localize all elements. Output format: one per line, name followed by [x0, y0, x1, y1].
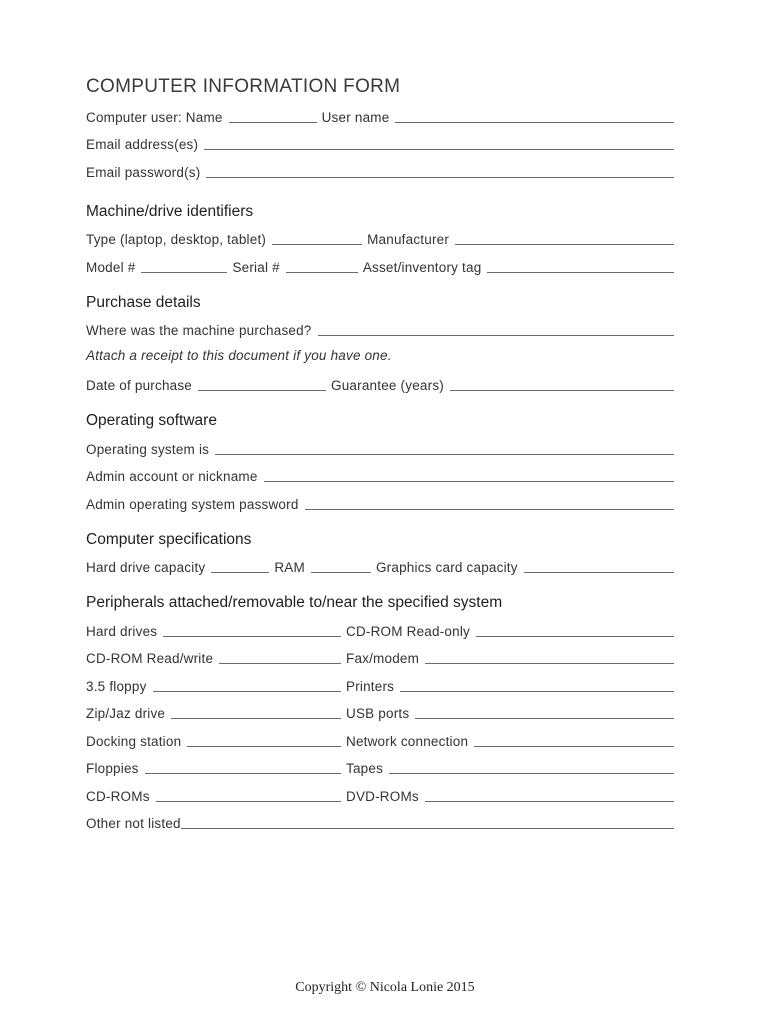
hdd-label: Hard drive capacity [86, 560, 206, 575]
name-label: Computer user: Name [86, 109, 223, 125]
admin-account-label: Admin account or nickname [86, 469, 258, 484]
peripheral-field[interactable] [425, 662, 674, 664]
type-field[interactable] [272, 243, 362, 245]
graphics-label: Graphics card capacity [375, 560, 518, 575]
where-row [86, 314, 674, 342]
type-label: Type (laptop, desktop, tablet) [86, 232, 267, 247]
admin-password-label: Admin operating system password [86, 496, 299, 512]
peripheral-field[interactable] [400, 690, 674, 692]
peripheral-field[interactable] [425, 800, 674, 802]
peripheral-field[interactable] [476, 635, 674, 637]
username-label: User name [321, 109, 390, 125]
email-field[interactable] [204, 148, 674, 150]
peripheral-label: 3.5 floppy [86, 678, 147, 694]
peripheral-field[interactable] [156, 800, 341, 802]
peripheral-row [86, 697, 674, 725]
peripheral-label: Hard drives [86, 623, 158, 639]
peripherals-list [86, 614, 674, 807]
model-label: Model # [86, 259, 136, 275]
peripheral-field[interactable] [163, 635, 341, 637]
where-field[interactable] [318, 334, 674, 336]
peripheral-field[interactable] [171, 717, 341, 719]
software-heading: Operating software [86, 412, 217, 429]
peripheral-label: USB ports [346, 706, 410, 721]
admin-account-field[interactable] [264, 480, 674, 482]
os-row [86, 432, 674, 460]
date-label: Date of purchase [86, 378, 193, 393]
form-title: COMPUTER INFORMATION FORM [86, 76, 401, 97]
peripheral-field[interactable] [474, 745, 674, 747]
copyright-footer: Copyright © Nicola Lonie 2015 [295, 980, 475, 995]
receipt-note: Attach a receipt to this document if you have one. [86, 348, 392, 363]
admin-password-field[interactable] [305, 508, 674, 510]
email-password-row [86, 155, 674, 183]
asset-label: Asset/inventory tag [362, 259, 482, 275]
peripheral-label: CD-ROMs [86, 788, 150, 804]
peripheral-field[interactable] [187, 745, 341, 747]
model-row [86, 250, 674, 278]
admin-account-row [86, 460, 674, 488]
guarantee-label: Guarantee (years) [331, 378, 444, 393]
peripheral-field[interactable] [145, 772, 341, 774]
serial-field[interactable] [286, 271, 358, 273]
email-password-label: Email password(s) [86, 164, 201, 180]
peripherals-heading: Peripherals attached/removable to/near the specified system [86, 594, 503, 611]
serial-label: Serial # [232, 259, 280, 275]
manufacturer-label: Manufacturer [367, 232, 450, 247]
where-label: Where was the machine purchased? [86, 323, 312, 338]
manufacturer-field[interactable] [455, 243, 674, 245]
peripheral-label: Floppies [86, 761, 139, 776]
os-field[interactable] [215, 453, 674, 455]
peripheral-row [86, 614, 674, 642]
peripheral-label: CD-ROM Read/write [86, 651, 214, 666]
email-label: Email address(es) [86, 137, 199, 152]
peripheral-label: Printers [346, 678, 395, 694]
peripheral-row [86, 752, 674, 780]
date-field[interactable] [198, 389, 326, 391]
peripheral-row [86, 669, 674, 697]
peripheral-label: Fax/modem [346, 651, 420, 666]
other-field[interactable] [181, 827, 674, 829]
peripheral-field[interactable] [219, 662, 341, 664]
specs-row [86, 551, 674, 579]
asset-field[interactable] [487, 271, 674, 273]
name-field[interactable] [229, 121, 317, 123]
specs-heading: Computer specifications [86, 530, 252, 548]
form-page [86, 74, 674, 834]
peripheral-label: Tapes [346, 761, 384, 776]
email-row [86, 128, 674, 156]
user-name-row [86, 100, 674, 128]
type-row [86, 223, 674, 251]
peripheral-field[interactable] [415, 717, 674, 719]
peripheral-label: CD-ROM Read-only [346, 623, 470, 639]
peripheral-label: Network connection [346, 733, 469, 749]
graphics-field[interactable] [524, 571, 674, 573]
admin-password-row [86, 487, 674, 515]
machine-heading: Machine/drive identifiers [86, 202, 254, 220]
ram-field[interactable] [311, 571, 371, 573]
peripheral-label: Docking station [86, 733, 182, 749]
username-field[interactable] [395, 121, 674, 123]
guarantee-field[interactable] [450, 389, 674, 391]
peripheral-label: DVD-ROMs [346, 788, 419, 804]
ram-label: RAM [274, 560, 305, 575]
peripheral-field[interactable] [389, 772, 674, 774]
date-row [86, 369, 674, 397]
purchase-heading: Purchase details [86, 293, 201, 311]
peripheral-label: Zip/Jaz drive [86, 706, 166, 721]
peripheral-row [86, 779, 674, 807]
hdd-field[interactable] [211, 571, 269, 573]
other-label: Other not listed [86, 816, 181, 831]
model-field[interactable] [141, 271, 227, 273]
other-row [86, 807, 674, 835]
peripheral-row [86, 724, 674, 752]
email-password-field[interactable] [206, 176, 674, 178]
peripheral-field[interactable] [153, 690, 341, 692]
os-label: Operating system is [86, 441, 210, 457]
peripheral-row [86, 642, 674, 670]
